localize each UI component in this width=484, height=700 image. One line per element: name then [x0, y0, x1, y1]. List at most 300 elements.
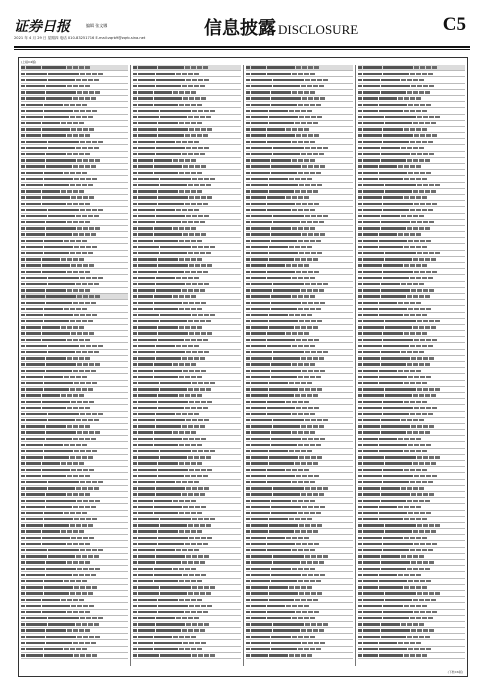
table-cell [428, 345, 433, 347]
table-cell [83, 227, 88, 229]
table-cell [363, 431, 380, 433]
table-cell [200, 524, 205, 526]
table-cell [410, 233, 415, 235]
table-cell [404, 506, 409, 508]
table-cell [425, 258, 430, 260]
table-cell [158, 271, 184, 273]
table-cell [423, 592, 428, 594]
table-cell [273, 357, 300, 359]
table-cell [26, 623, 47, 625]
table-cell [267, 345, 291, 347]
table-cell [133, 394, 137, 396]
table-cell [416, 141, 421, 143]
table-cell [292, 196, 297, 198]
table-cell [295, 450, 300, 452]
table-cell [298, 240, 303, 242]
table-cell [267, 73, 291, 75]
table-cell [317, 116, 322, 118]
table-cell [67, 190, 72, 192]
table-column [21, 65, 128, 666]
table-cell [246, 104, 250, 106]
table-cell [363, 153, 380, 155]
table-cell [79, 221, 84, 223]
table-cell [46, 493, 66, 495]
table-cell [200, 221, 205, 223]
table-cell [26, 512, 43, 514]
table-cell [189, 165, 194, 167]
table-cell [186, 555, 191, 557]
table-cell [267, 271, 295, 273]
table-cell [363, 308, 378, 310]
table-cell [26, 431, 45, 433]
table-cell [286, 537, 291, 539]
table-cell [286, 196, 291, 198]
table-cell [21, 487, 25, 489]
table-cell [48, 209, 79, 211]
table-cell [381, 636, 406, 638]
table-cell [133, 617, 137, 619]
table-cell [191, 568, 196, 570]
table-cell [179, 444, 184, 446]
table-cell [310, 91, 315, 93]
table-cell [251, 462, 268, 464]
table-cell [251, 376, 270, 378]
table-cell [425, 295, 430, 297]
table-cell [381, 289, 410, 291]
table-cell [363, 97, 378, 99]
table-cell [44, 382, 73, 384]
table-cell [269, 462, 294, 464]
table-cell [48, 79, 75, 81]
table-cell [320, 642, 325, 644]
table-cell [246, 524, 250, 526]
table-cell [133, 419, 137, 421]
table-cell [186, 79, 191, 81]
table-cell [410, 654, 415, 656]
table-cell [91, 302, 96, 304]
table-cell [251, 277, 266, 279]
table-cell [183, 370, 188, 372]
table-cell [363, 561, 380, 563]
table-cell [363, 110, 378, 112]
table-cell [89, 537, 94, 539]
table-cell [188, 252, 193, 254]
table-cell [210, 110, 215, 112]
table-cell [289, 314, 294, 316]
table-cell [133, 493, 137, 495]
table-cell [197, 172, 202, 174]
table-cell [246, 178, 250, 180]
table-cell [417, 524, 422, 526]
table-cell [200, 629, 205, 631]
table-cell [201, 438, 206, 440]
table-cell [414, 611, 419, 613]
table-cell [423, 252, 428, 254]
table-cell [363, 178, 378, 180]
table-cell [410, 518, 415, 520]
table-cell [411, 289, 416, 291]
table-cell [251, 252, 268, 254]
table-cell [385, 530, 412, 532]
table-cell [298, 401, 303, 403]
table-cell [21, 493, 25, 495]
table-cell [358, 407, 362, 409]
table-cell [301, 450, 306, 452]
table-cell [198, 110, 203, 112]
table-cell [310, 444, 315, 446]
table-cell [379, 518, 403, 520]
table-cell [417, 116, 422, 118]
table-cell [98, 413, 103, 415]
table-cell [67, 85, 72, 87]
table-cell [201, 332, 206, 334]
table-cell [204, 351, 209, 353]
table-cell [301, 314, 306, 316]
table-cell [416, 233, 421, 235]
table-cell [138, 110, 159, 112]
table-cell [383, 196, 403, 198]
table-cell [173, 636, 178, 638]
table-cell [295, 518, 300, 520]
table-cell [425, 394, 430, 396]
table-cell [156, 153, 181, 155]
table-cell [414, 172, 419, 174]
table-cell [138, 537, 157, 539]
table-cell [79, 326, 84, 328]
table-cell [267, 339, 295, 341]
table-cell [295, 654, 300, 656]
table-cell [77, 636, 82, 638]
table-cell [417, 493, 422, 495]
table-cell [192, 178, 197, 180]
table-cell [83, 469, 88, 471]
table-cell [98, 345, 103, 347]
table-cell [133, 475, 137, 477]
table-cell [79, 394, 84, 396]
table-row [21, 653, 128, 659]
table-cell [310, 481, 315, 483]
table-cell [133, 209, 137, 211]
table-cell [379, 654, 403, 656]
table-cell [425, 530, 430, 532]
table-cell [195, 165, 200, 167]
table-cell [158, 332, 188, 334]
table-cell [185, 530, 190, 532]
table-cell [179, 648, 184, 650]
table-cell [74, 450, 79, 452]
table-cell [154, 568, 172, 570]
table-cell [385, 184, 416, 186]
table-cell [46, 438, 72, 440]
table-cell [200, 289, 205, 291]
table-cell [323, 283, 328, 285]
table-cell [138, 159, 153, 161]
table-cell [77, 295, 82, 297]
table-cell [379, 97, 397, 99]
table-cell [79, 462, 84, 464]
table-cell [307, 654, 312, 656]
table-cell [385, 394, 412, 396]
table-cell [44, 586, 73, 588]
table-cell [304, 431, 309, 433]
table-cell [379, 574, 397, 576]
table-cell [420, 444, 425, 446]
table-cell [79, 642, 84, 644]
table-cell [414, 66, 419, 68]
table-cell [206, 320, 211, 322]
table-cell [185, 580, 190, 582]
table-cell [383, 543, 413, 545]
table-cell [133, 302, 137, 304]
table-cell [194, 184, 199, 186]
table-cell [138, 555, 155, 557]
table-cell [363, 91, 380, 93]
table-cell [92, 345, 97, 347]
table-cell [286, 128, 291, 130]
table-cell [21, 401, 25, 403]
table-cell [251, 574, 270, 576]
table-cell [46, 629, 66, 631]
table-cell [363, 363, 380, 365]
table-cell [89, 332, 94, 334]
table-cell [432, 339, 437, 341]
table-cell [401, 487, 406, 489]
table-cell [156, 413, 175, 415]
table-cell [77, 469, 82, 471]
table-cell [423, 524, 428, 526]
table-cell [92, 518, 97, 520]
table-cell [425, 500, 430, 502]
table-cell [413, 419, 418, 421]
table-cell [192, 419, 197, 421]
table-cell [404, 178, 409, 180]
table-cell [73, 85, 78, 87]
table-cell [323, 147, 328, 149]
table-cell [185, 190, 190, 192]
table-cell [246, 401, 250, 403]
table-cell [82, 104, 87, 106]
table-cell [67, 122, 72, 124]
table-cell [179, 636, 184, 638]
table-cell [251, 636, 270, 638]
table-cell [407, 487, 412, 489]
table-cell [310, 512, 315, 514]
table-cell [358, 580, 362, 582]
table-cell [70, 524, 75, 526]
table-cell [26, 599, 41, 601]
table-cell [301, 326, 306, 328]
table-cell [413, 623, 418, 625]
table-cell [269, 320, 298, 322]
table-cell [95, 227, 100, 229]
table-cell [44, 184, 69, 186]
table-cell [76, 592, 81, 594]
table-cell [80, 178, 85, 180]
table-cell [304, 73, 309, 75]
table-cell [358, 592, 362, 594]
table-cell [417, 320, 422, 322]
table-cell [420, 580, 425, 582]
table-cell [271, 636, 291, 638]
table-cell [26, 159, 45, 161]
table-cell [182, 209, 187, 211]
table-cell [267, 481, 291, 483]
table-cell [413, 227, 418, 229]
table-cell [192, 555, 197, 557]
table-cell [298, 196, 303, 198]
table-cell [251, 215, 272, 217]
table-cell [383, 475, 413, 477]
table-cell [42, 401, 70, 403]
table-cell [21, 388, 25, 390]
table-cell [197, 271, 202, 273]
table-cell [305, 215, 310, 217]
table-cell [363, 295, 380, 297]
table-cell [79, 629, 84, 631]
table-cell [86, 209, 91, 211]
table-cell [419, 295, 424, 297]
table-cell [289, 110, 294, 112]
table-cell [251, 444, 270, 446]
table-cell [292, 636, 297, 638]
table-cell [251, 141, 266, 143]
table-cell [46, 636, 76, 638]
table-cell [133, 568, 137, 570]
table-cell [138, 617, 155, 619]
table-cell [133, 172, 137, 174]
table-cell [417, 388, 422, 390]
table-cell [44, 314, 73, 316]
table-cell [44, 252, 69, 254]
table-cell [191, 104, 196, 106]
table-cell [158, 134, 184, 136]
table-cell [383, 339, 413, 341]
table-cell [21, 172, 25, 174]
table-cell [358, 357, 362, 359]
table-cell [379, 648, 407, 650]
table-cell [188, 345, 193, 347]
table-cell [95, 363, 100, 365]
table-cell [198, 79, 203, 81]
table-cell [42, 196, 70, 198]
table-cell [83, 332, 88, 334]
table-cell [426, 66, 431, 68]
table-cell [410, 196, 415, 198]
table-cell [267, 141, 291, 143]
table-cell [363, 326, 384, 328]
table-cell [408, 376, 413, 378]
table-cell [82, 172, 87, 174]
table-cell [398, 574, 403, 576]
table-cell [21, 462, 25, 464]
table-cell [67, 289, 72, 291]
table-cell [156, 209, 175, 211]
table-cell [404, 537, 409, 539]
table-cell [292, 295, 297, 297]
table-cell [46, 574, 72, 576]
table-cell [82, 376, 87, 378]
table-cell [21, 283, 25, 285]
table-cell [404, 370, 409, 372]
table-cell [86, 110, 91, 112]
table-cell [133, 66, 137, 68]
table-cell [410, 141, 415, 143]
table-cell [310, 413, 315, 415]
table-cell [404, 196, 409, 198]
table-cell [82, 524, 87, 526]
table-cell [82, 215, 87, 217]
table-cell [21, 91, 25, 93]
table-cell [304, 332, 309, 334]
table-cell [79, 190, 84, 192]
table-cell [358, 469, 362, 471]
table-cell [138, 233, 153, 235]
table-cell [286, 332, 291, 334]
table-cell [85, 221, 90, 223]
table-cell [246, 574, 250, 576]
table-cell [292, 159, 297, 161]
table-column [133, 65, 240, 666]
table-cell [198, 419, 203, 421]
table-cell [185, 394, 190, 396]
table-cell [295, 178, 300, 180]
table-cell [179, 363, 184, 365]
table-cell [191, 376, 196, 378]
table-cell [86, 345, 91, 347]
table-cell [194, 456, 199, 458]
table-cell [251, 97, 270, 99]
table-cell [88, 283, 93, 285]
table-cell [191, 580, 196, 582]
table-cell [91, 642, 96, 644]
table-cell [21, 555, 25, 557]
table-cell [156, 357, 181, 359]
table-cell [363, 345, 382, 347]
table-cell [301, 289, 306, 291]
table-cell [314, 475, 319, 477]
table-cell [251, 203, 266, 205]
table-cell [85, 153, 90, 155]
table-cell [89, 227, 94, 229]
table-cell [206, 116, 211, 118]
table-cell [422, 264, 427, 266]
table-cell [273, 215, 304, 217]
table-cell [85, 66, 90, 68]
table-cell [133, 190, 137, 192]
table-cell [89, 431, 94, 433]
table-cell [271, 574, 301, 576]
table-cell [158, 122, 178, 124]
table-cell [308, 302, 313, 304]
table-cell [305, 592, 310, 594]
table-cell [435, 320, 440, 322]
table-cell [246, 592, 250, 594]
table-cell [319, 493, 324, 495]
table-cell [251, 469, 266, 471]
table-cell [133, 196, 137, 198]
table-cell [310, 295, 315, 297]
table-cell [428, 413, 433, 415]
table-cell [251, 605, 266, 607]
table-cell [381, 623, 400, 625]
table-cell [76, 240, 81, 242]
table-cell [246, 431, 250, 433]
table-cell [26, 147, 47, 149]
table-cell [26, 252, 43, 254]
table-cell [363, 500, 380, 502]
table-cell [267, 277, 291, 279]
table-cell [80, 209, 85, 211]
